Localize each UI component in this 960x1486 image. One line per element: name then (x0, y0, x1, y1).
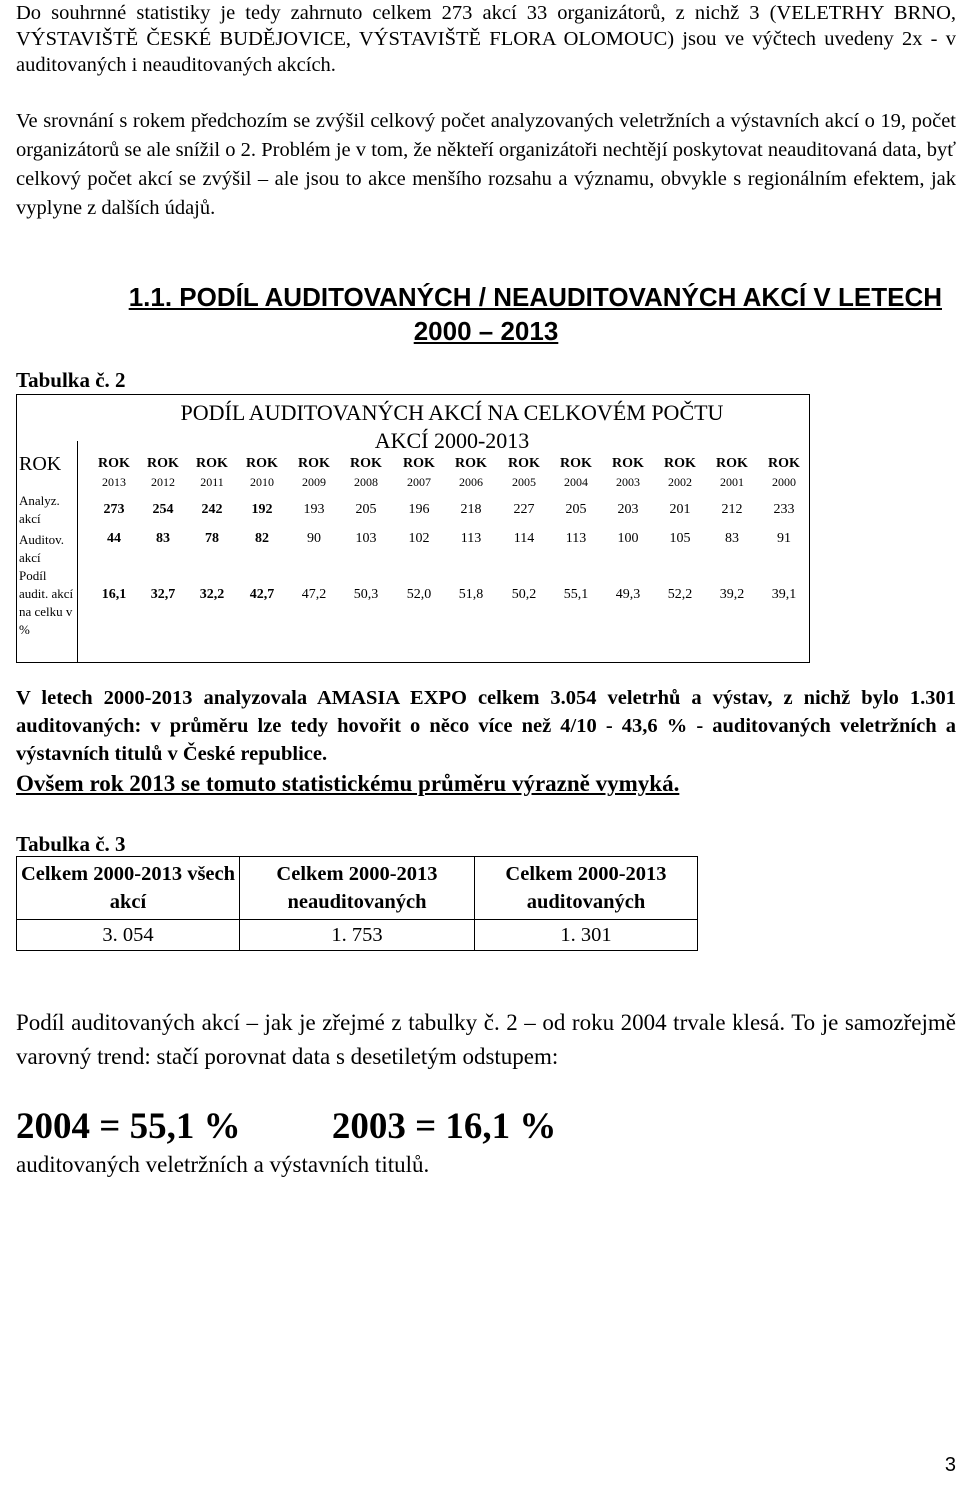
summary-paragraph: V letech 2000-2013 analyzovala AMASIA EXPO celkem 3.054 veletrhů a výstav, z nichž bylo 1.301 auditovaných: v průměru lze tedy hovořit o něco více než 4/10 - 43,6 % - auditovaných veletržních a výstavních titulů v České republice. (16, 687, 956, 765)
emphasis-line: Ovšem rok 2013 se tomuto statistickému průměru výrazně vymyká. (16, 771, 680, 796)
table2-value: 16,1 (101, 587, 127, 602)
table2-value: 218 (460, 502, 482, 517)
table3-value-cell: 1. 753 (240, 920, 475, 951)
closing-line: auditovaných veletržních a výstavních titulů. (16, 1152, 430, 1177)
table2-year-header (91, 455, 137, 491)
table2-year-prefix: ROK (350, 456, 382, 471)
page-number: 3 (944, 1454, 956, 1476)
table2-year: 2000 (772, 475, 796, 489)
table2-year: 2008 (354, 475, 378, 489)
table2-value: 78 (205, 531, 219, 546)
table2-year-header (239, 455, 285, 491)
table2-year-header (553, 455, 599, 491)
table2-year-prefix: ROK (455, 456, 487, 471)
table2-caption: Tabulka č. 2 (16, 368, 126, 392)
table2-year-header (343, 455, 389, 491)
table2-value: 42,7 (249, 587, 275, 602)
table2-value: 102 (408, 531, 430, 546)
table2-value: 205 (565, 502, 587, 517)
table2-year-prefix: ROK (147, 456, 179, 471)
table2-value: 196 (408, 502, 430, 517)
table2-value: 51,8 (458, 587, 484, 602)
table2-year: 2009 (302, 475, 326, 489)
table2-value: 50,2 (511, 587, 537, 602)
table2-year-prefix: ROK (768, 456, 800, 471)
table2-year: 2005 (512, 475, 536, 489)
table2-year-prefix: ROK (298, 456, 330, 471)
table2-value: 82 (255, 531, 269, 546)
table2-year-header (761, 455, 807, 491)
table2-value: 192 (251, 502, 273, 517)
table2-year: 2003 (616, 475, 640, 489)
table2-year-prefix: ROK (246, 456, 278, 471)
table2-column-divider (77, 441, 78, 662)
table3-caption: Tabulka č. 3 (16, 832, 126, 856)
comparison-highlight (16, 1102, 956, 1152)
table2-year: 2001 (720, 475, 744, 489)
table3-header-cell: Celkem 2000-2013 neauditovaných (240, 857, 475, 920)
comparison-paragraph: Ve srovnání s rokem předchozím se zvýšil celkový počet analyzovaných veletržních a výstavních akcí o 19, počet organizátorů se ale snížil o 2. Problém je v tom, že někteří organizátoři nechtějí poskytovat neauditovaná data, byť celkový počet akcí se zvýšil – ale jsou to akce menšího rozsahu a významu, obvykle s regionálním efektem, jak vyplyne z dalších údajů. (16, 110, 956, 219)
table2-value: 201 (669, 502, 691, 517)
table2-year: 2006 (459, 475, 483, 489)
table2-value: 83 (156, 531, 170, 546)
highlight-2003: 2003 = 16,1 % (331, 1106, 557, 1147)
table2-year-prefix: ROK (196, 456, 228, 471)
trend-paragraph: Podíl auditovaných akcí – jak je zřejmé z tabulky č. 2 – od roku 2004 trvale klesá. To je samozřejmě varovný trend: stačí porovnat data s desetiletým odstupem: (16, 1010, 956, 1069)
table2-value: 254 (152, 502, 174, 517)
table2-year: 2002 (668, 475, 692, 489)
table2-title-line1: PODÍL AUDITOVANÝCH AKCÍ NA CELKOVÉM POČTU (180, 400, 724, 425)
table2-value: 205 (355, 502, 377, 517)
table2-value: 203 (617, 502, 639, 517)
table2-year: 2007 (407, 475, 431, 489)
intro-paragraph: Do souhrnné statistiky je tedy zahrnuto celkem 273 akcí 33 organizátorů, z nichž 3 (VELETRHY BRNO, VÝSTAVIŠTĚ ČESKÉ BUDĚJOVICE, VÝSTAVIŠTĚ FLORA OLOMOUC) jsou ve výčtech uvedeny 2x - v auditovaných i neauditovaných akcích. (16, 2, 956, 76)
table2-value: 212 (721, 502, 743, 517)
table2-value: 83 (725, 531, 739, 546)
table2-row-label: Podíl audit. akcí na celku v % (19, 568, 74, 637)
highlight-2004: 2004 = 55,1 % (16, 1106, 241, 1147)
table3-value-cell: 3. 054 (17, 920, 240, 951)
table2-year-header (501, 455, 547, 491)
table2-value: 242 (201, 502, 223, 517)
table2-value: 100 (617, 531, 639, 546)
table2-row-label: Analyz. akcí (19, 493, 60, 526)
table2-year-prefix: ROK (664, 456, 696, 471)
table2-year: 2011 (200, 475, 224, 489)
table2-year-header (448, 455, 494, 491)
table2-value: 39,2 (719, 587, 745, 602)
table2-value: 193 (303, 502, 325, 517)
table3-header-cell: Celkem 2000-2013 auditovaných (475, 857, 698, 920)
table2-value: 227 (513, 502, 535, 517)
table2-year-prefix: ROK (508, 456, 540, 471)
table2-year: 2010 (250, 475, 274, 489)
table2-year-prefix: ROK (716, 456, 748, 471)
table2-year-prefix: ROK (612, 456, 644, 471)
table2-value: 44 (107, 531, 121, 546)
table2-year: 2012 (151, 475, 175, 489)
table2-row-header: ROK (19, 453, 62, 475)
table2-value: 32,7 (150, 587, 176, 602)
table2-value: 49,3 (615, 587, 641, 602)
table2-value: 90 (307, 531, 321, 546)
section-heading-line2: 2000 – 2013 (413, 316, 559, 346)
table2-value: 105 (669, 531, 691, 546)
table2-value: 113 (565, 531, 587, 546)
table2-value: 114 (513, 531, 535, 546)
table2-value: 52,2 (667, 587, 693, 602)
table2-year-prefix: ROK (560, 456, 592, 471)
table3 (16, 856, 698, 951)
table2-value: 52,0 (406, 587, 432, 602)
table2-value: 273 (103, 502, 125, 517)
table2-value: 55,1 (563, 587, 589, 602)
section-heading (16, 280, 956, 348)
table2-year-prefix: ROK (98, 456, 130, 471)
table3-value-cell: 1. 301 (475, 920, 698, 951)
table2-value: 47,2 (301, 587, 327, 602)
table2-value: 39,1 (771, 587, 797, 602)
table2-title-line2: AKCÍ 2000-2013 (374, 428, 530, 453)
table2-year-header (189, 455, 235, 491)
table2-value: 91 (777, 531, 791, 546)
table2-year-header (396, 455, 442, 491)
table3-header-cell: Celkem 2000-2013 všech akcí (17, 857, 240, 920)
table2-year: 2013 (102, 475, 126, 489)
table2-year-header (140, 455, 186, 491)
table2-value: 50,3 (353, 587, 379, 602)
table3-header-row (17, 857, 698, 920)
section-heading-line1: 1.1. PODÍL AUDITOVANÝCH / NEAUDITOVANÝCH AKCÍ V LETECH (128, 282, 942, 312)
table2-year-header (291, 455, 337, 491)
table2-value: 233 (773, 502, 795, 517)
table2-value: 103 (355, 531, 377, 546)
table2 (16, 394, 810, 663)
table2-year-prefix: ROK (403, 456, 435, 471)
table2-year: 2004 (564, 475, 588, 489)
table2-year-header (657, 455, 703, 491)
table2-title (107, 399, 797, 455)
table2-value: 32,2 (199, 587, 225, 602)
table3-value-row (17, 920, 698, 951)
table2-value: 113 (460, 531, 482, 546)
table2-row-label: Auditov. akcí (19, 532, 65, 565)
table2-year-header (709, 455, 755, 491)
table2-year-header (605, 455, 651, 491)
